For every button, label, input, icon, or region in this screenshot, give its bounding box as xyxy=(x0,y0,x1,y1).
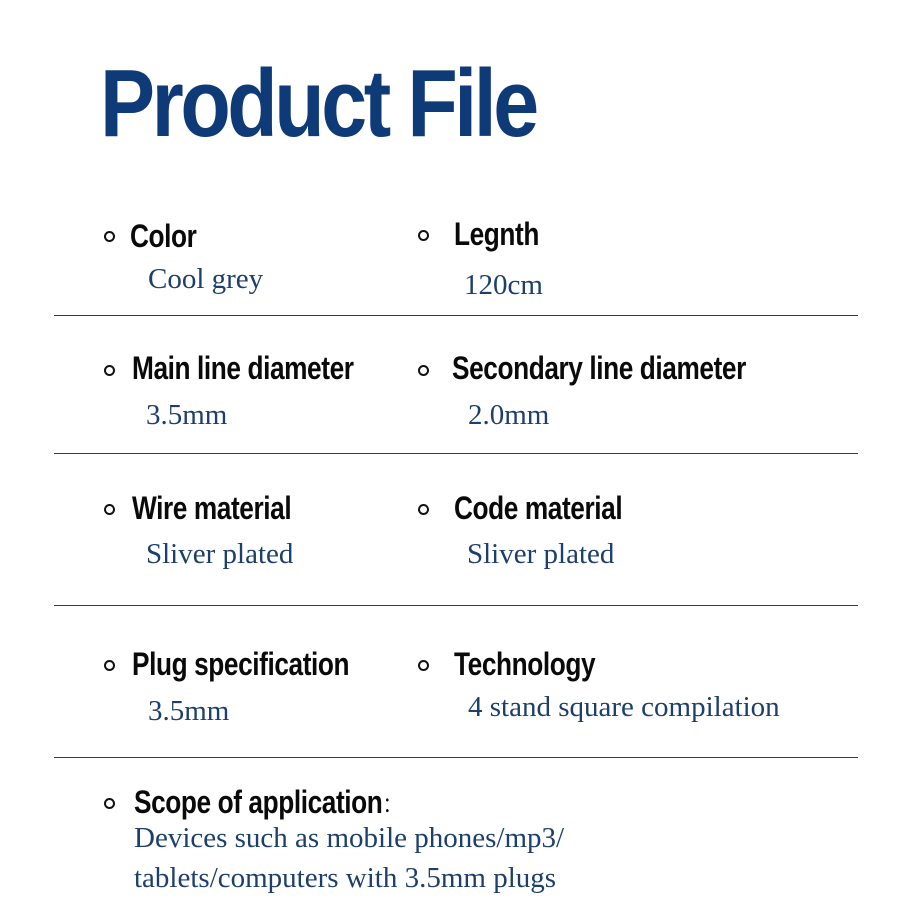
spec-value-main-line-diameter: 3.5mm xyxy=(146,399,228,431)
spec-label: Main line diameter xyxy=(132,350,354,386)
spec-value-code-material: Sliver plated xyxy=(467,538,615,570)
spec-value-secondary-line-diameter: 2.0mm xyxy=(468,399,550,431)
bullet-icon xyxy=(418,365,429,376)
bullet-icon xyxy=(418,660,429,671)
scope-value-line-2: tablets/computers with 3.5mm plugs xyxy=(134,862,557,894)
spec-label: Legnth xyxy=(454,216,539,252)
bullet-icon xyxy=(418,504,429,515)
spec-label: Code material xyxy=(454,490,623,526)
bullet-icon xyxy=(104,231,115,242)
spec-label: Secondary line diameter xyxy=(452,350,746,386)
spec-label-text: Scope of application xyxy=(134,784,383,820)
bullet-icon xyxy=(104,504,115,515)
spec-label: Plug specification xyxy=(132,646,350,682)
spec-label: Technology xyxy=(454,646,596,682)
spec-value-color: Cool grey xyxy=(148,263,264,295)
row-divider xyxy=(54,453,858,454)
row-divider xyxy=(54,757,858,758)
row-divider xyxy=(54,605,858,606)
bullet-icon xyxy=(104,660,115,671)
spec-label xyxy=(134,784,403,822)
bullet-icon xyxy=(104,365,115,376)
colon-glyph: ： xyxy=(382,789,404,819)
bullet-icon xyxy=(104,798,115,809)
page-title: Product File xyxy=(100,50,536,157)
bullet-icon xyxy=(418,230,429,241)
row-divider xyxy=(54,315,858,316)
spec-value-length: 120cm xyxy=(464,269,543,301)
spec-value-plug-specification: 3.5mm xyxy=(148,695,230,727)
scope-value-line-1: Devices such as mobile phones/mp3/ xyxy=(134,822,565,854)
spec-label: Wire material xyxy=(132,490,292,526)
spec-label: Color xyxy=(130,218,197,254)
spec-value-scope-of-application xyxy=(134,818,694,898)
spec-value-technology: 4 stand square compilation xyxy=(468,691,780,723)
spec-value-wire-material: Sliver plated xyxy=(146,538,294,570)
